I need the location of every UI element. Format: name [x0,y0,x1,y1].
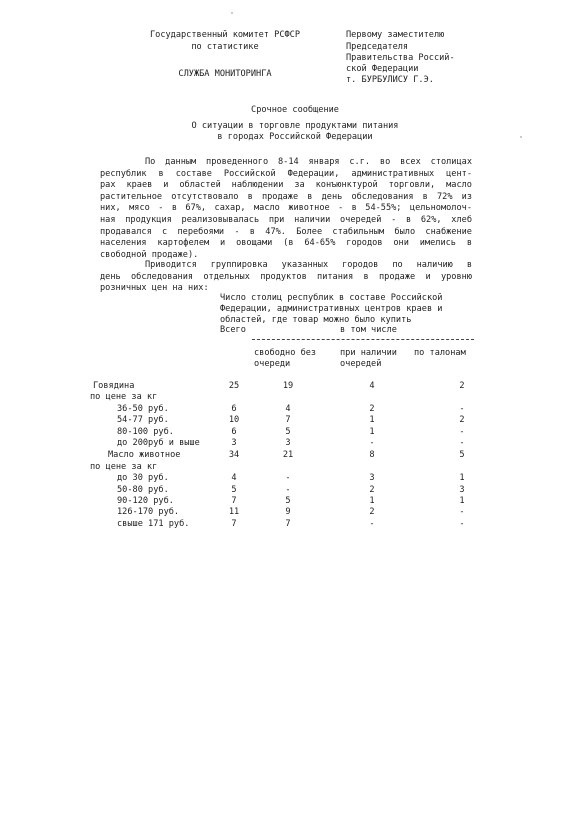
cell-free: 7 [285,415,291,426]
agency-name: Государственный комитет РСФСР [149,30,301,40]
cell-total: 6 [231,426,237,437]
col-free-header-2: очереди [254,359,291,369]
cell-queue: 1 [369,426,375,437]
addressee-line-2: Председателя [346,42,409,52]
document-type: Срочное сообщение [251,105,339,115]
cell-free: 5 [285,426,291,437]
row-label: Масло животное [108,450,181,461]
cell-queue: - [369,518,375,529]
paragraph-line: день обследования отдельных продуктов питания в продаже и уровню [100,271,472,282]
cell-coupon: - [459,438,465,448]
cell-queue: - [369,438,375,448]
cell-coupon: 3 [459,484,465,495]
addressee-line-5: т. БУРБУЛИСУ Г.Э. [346,75,434,85]
cell-free: - [285,473,291,484]
cell-queue: 3 [369,473,375,484]
paragraph-line: ная продукция реализовывалась при наличии очередей - в 62%, хлеб [100,214,472,225]
cell-queue: 1 [369,415,375,426]
cell-coupon: 1 [459,496,465,506]
cell-free: 7 [285,518,291,529]
paragraph-line: По данным проведенного 8-14 января с.г. во всех столицах [145,157,472,167]
cell-queue: 1 [369,496,375,506]
scan-speck [520,136,522,138]
table-header-rule [252,339,474,340]
row-label: по цене за кг [90,461,158,472]
row-label: 126-170 руб. [117,507,180,518]
cell-total: 3 [231,438,237,448]
cell-coupon: 2 [459,415,465,426]
cell-queue: 4 [369,381,375,391]
cell-free: 21 [282,450,294,461]
cell-total: 10 [228,415,240,426]
table-header-main-1: Число столиц республик в составе Российской [220,293,443,303]
paragraph-line: них, мясо - в 67%, сахар, масло животное - в 54-55%; цельномолоч- [100,203,472,214]
cell-total: 11 [228,507,240,518]
paragraph-line: Приводится группировка указанных городов по наличию в [145,260,472,270]
paragraph-line: розничных цен на них: [100,283,209,294]
cell-total: 6 [231,403,237,414]
paragraph-line: свободной продаже). [100,249,199,260]
table-header-including: в том числе [340,325,397,335]
col-free-header-1: свободно без [254,348,317,358]
agency-subtitle: по статистике [191,42,259,52]
cell-queue: 2 [369,507,375,518]
row-label: свыше 171 руб. [117,518,190,529]
cell-coupon: - [459,518,465,529]
cell-coupon: 2 [459,381,465,391]
paragraph-grouping [100,260,472,295]
paragraph-situation [100,157,472,261]
cell-total: 34 [228,450,240,461]
col-coupon-header: по талонам [414,348,466,358]
cell-coupon: - [459,403,465,414]
cell-free: 9 [285,507,291,518]
cell-queue: 2 [369,484,375,495]
paragraph-line: продавался с перебоями - в 47%. Более стабильным было снабжение [100,226,472,237]
row-label: 90-120 руб. [117,496,174,506]
row-label: по цене за кг [90,392,158,403]
cell-total: 7 [231,496,237,506]
cell-total: 25 [228,381,240,391]
cell-total: 5 [231,484,237,495]
scan-speck [231,12,233,14]
cell-free: 3 [285,438,291,448]
table-header-main-3: областей, где товар можно было купить [220,315,412,325]
table-header-main-2: Федерации, административных центров краев и [220,304,443,314]
document-title-cont: в городах Российской Федерации [217,132,373,142]
cell-coupon: 5 [459,450,465,461]
paragraph-line: населения картофелем и овощами (в 64-65% городов они имелись в [100,238,472,249]
paragraph-line: растительное отсутствовало в продаже в день обследования в 72% из [100,191,472,202]
row-label: до 200руб и выше [117,438,200,448]
cell-free: 5 [285,496,291,506]
cell-coupon: - [459,426,465,437]
cell-coupon: 1 [459,473,465,484]
addressee-line-1: Первому заместителю [346,30,445,40]
row-label: 50-80 руб. [117,484,169,495]
cell-coupon: - [459,507,465,518]
paragraph-line: республик в составе Российской Федерации, административных цент- [100,168,472,179]
cell-queue: 2 [369,403,375,414]
document-title: О ситуации в торговле продуктами питания [191,121,399,131]
row-label: Говядина [93,381,135,391]
row-label: до 30 руб. [117,473,169,484]
cell-total: 7 [231,518,237,529]
addressee-line-3: Правительства Россий- [346,53,455,63]
row-label: 36-50 руб. [117,403,169,414]
addressee-line-4: ской Федерации [346,64,419,74]
cell-free: - [285,484,291,495]
table-header-total: Всего [220,325,246,335]
col-queue-header-1: при наличии [340,348,397,358]
cell-total: 4 [231,473,237,484]
cell-free: 19 [282,381,294,391]
row-label: 80-100 руб. [117,426,174,437]
service-name: СЛУЖБА МОНИТОРИНГА [178,69,272,79]
paragraph-line: рах краев и областей наблюдении за конъюнктурой торговли, масло [100,180,472,191]
cell-queue: 8 [369,450,375,461]
col-queue-header-2: очередей [340,359,382,369]
cell-free: 4 [285,403,291,414]
row-label: 54-77 руб. [117,415,169,426]
